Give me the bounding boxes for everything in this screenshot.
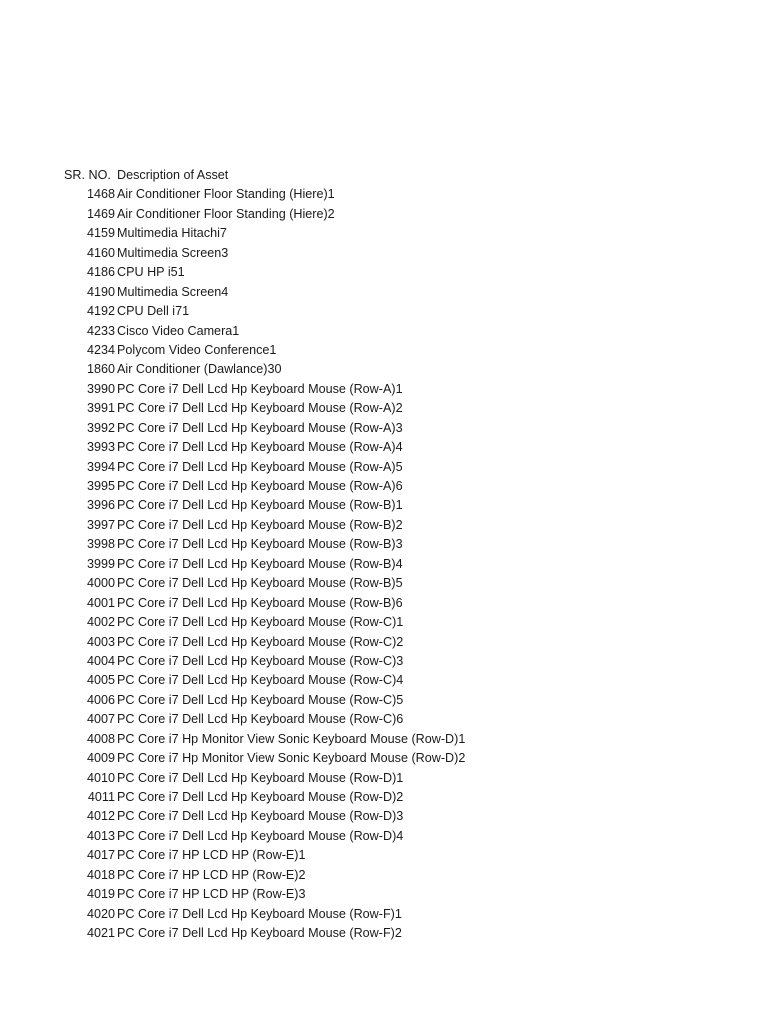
table-row xyxy=(0,185,768,204)
table-row xyxy=(0,652,768,671)
sr-no-cell: 4190 xyxy=(86,284,115,299)
description-cell: Cisco Video Camera1 xyxy=(117,323,240,338)
sr-no-cell: 4010 xyxy=(86,770,115,785)
table-row xyxy=(0,205,768,224)
description-cell: Multimedia Screen4 xyxy=(117,284,229,299)
sr-no-cell: 4234 xyxy=(86,342,115,357)
description-cell: PC Core i7 Dell Lcd Hp Keyboard Mouse (Row-B)2 xyxy=(117,517,403,532)
description-cell: PC Core i7 HP LCD HP (Row-E)3 xyxy=(117,887,306,902)
table-row xyxy=(0,769,768,788)
description-cell: PC Core i7 Dell Lcd Hp Keyboard Mouse (Row-C)6 xyxy=(117,712,404,727)
sr-no-cell: 3990 xyxy=(86,381,115,396)
description-cell: PC Core i7 HP LCD HP (Row-E)1 xyxy=(117,848,306,863)
sr-no-cell: 4233 xyxy=(86,323,115,338)
table-row xyxy=(0,574,768,593)
table-row xyxy=(0,399,768,418)
sr-no-cell: 3997 xyxy=(86,517,115,532)
description-cell: PC Core i7 HP LCD HP (Row-E)2 xyxy=(117,867,306,882)
table-row xyxy=(0,788,768,807)
sr-no-cell: 1860 xyxy=(86,362,115,377)
table-row xyxy=(0,924,768,943)
sr-no-cell: 4018 xyxy=(86,867,115,882)
description-cell: Air Conditioner Floor Standing (Hiere)1 xyxy=(117,187,335,202)
sr-no-cell: 4186 xyxy=(86,265,115,280)
table-row xyxy=(0,477,768,496)
description-cell: Air Conditioner Floor Standing (Hiere)2 xyxy=(117,206,335,221)
description-cell: PC Core i7 Dell Lcd Hp Keyboard Mouse (Row-D)3 xyxy=(117,809,404,824)
table-row xyxy=(0,594,768,613)
sr-no-cell: 3996 xyxy=(86,498,115,513)
description-cell: PC Core i7 Dell Lcd Hp Keyboard Mouse (Row-C)4 xyxy=(117,673,404,688)
table-row xyxy=(0,322,768,341)
sr-no-cell: 4021 xyxy=(86,926,115,941)
description-cell: PC Core i7 Dell Lcd Hp Keyboard Mouse (Row-A)6 xyxy=(117,479,403,493)
sr-no-cell: 4005 xyxy=(86,673,115,688)
description-cell: PC Core i7 Dell Lcd Hp Keyboard Mouse (Row-B)1 xyxy=(117,498,403,513)
description-cell: PC Core i7 Dell Lcd Hp Keyboard Mouse (Row-C)5 xyxy=(117,692,404,707)
table-row xyxy=(0,749,768,768)
sr-no-cell: 3995 xyxy=(86,479,115,493)
sr-no-cell: 3993 xyxy=(86,440,115,455)
table-row xyxy=(0,496,768,515)
sr-no-cell: 4000 xyxy=(86,576,115,591)
table-row xyxy=(0,691,768,710)
table-body xyxy=(0,185,768,943)
table-row xyxy=(0,555,768,574)
table-row xyxy=(0,633,768,652)
sr-no-cell: 4002 xyxy=(86,615,115,630)
sr-no-cell: 1468 xyxy=(86,187,115,202)
description-cell: CPU Dell i71 xyxy=(117,304,190,319)
description-cell: PC Core i7 Hp Monitor View Sonic Keyboard Mouse (Row-D)1 xyxy=(117,731,466,746)
description-cell: PC Core i7 Dell Lcd Hp Keyboard Mouse (Row-B)4 xyxy=(117,556,403,571)
table-row xyxy=(0,866,768,885)
sr-no-cell: 3999 xyxy=(86,556,115,571)
table-row xyxy=(0,458,768,477)
description-cell: PC Core i7 Dell Lcd Hp Keyboard Mouse (Row-B)5 xyxy=(117,576,403,591)
description-cell: PC Core i7 Dell Lcd Hp Keyboard Mouse (Row-C)3 xyxy=(117,653,404,668)
description-cell: PC Core i7 Dell Lcd Hp Keyboard Mouse (Row-A)1 xyxy=(117,381,403,396)
table-row xyxy=(0,283,768,302)
table-row xyxy=(0,885,768,904)
description-cell: PC Core i7 Dell Lcd Hp Keyboard Mouse (Row-A)2 xyxy=(117,401,403,416)
header-description: Description of Asset xyxy=(117,168,229,182)
description-cell: PC Core i7 Dell Lcd Hp Keyboard Mouse (Row-C)1 xyxy=(117,615,404,630)
sr-no-cell: 4159 xyxy=(86,226,115,241)
table-row xyxy=(0,380,768,399)
description-cell: CPU HP i51 xyxy=(117,265,185,280)
table-row xyxy=(0,535,768,554)
table-row xyxy=(0,302,768,321)
description-cell: PC Core i7 Dell Lcd Hp Keyboard Mouse (Row-A)3 xyxy=(117,420,403,435)
table-row xyxy=(0,613,768,632)
sr-no-cell: 4013 xyxy=(86,828,115,843)
description-cell: Air Conditioner (Dawlance)30 xyxy=(117,362,282,377)
sr-no-cell: 4007 xyxy=(86,712,115,727)
table-header-row xyxy=(0,166,768,185)
sr-no-cell: 4020 xyxy=(86,906,115,921)
description-cell: PC Core i7 Dell Lcd Hp Keyboard Mouse (Row-C)2 xyxy=(117,634,404,649)
description-cell: PC Core i7 Dell Lcd Hp Keyboard Mouse (Row-D)4 xyxy=(117,828,404,843)
sr-no-cell: 3991 xyxy=(86,401,115,416)
description-cell: PC Core i7 Dell Lcd Hp Keyboard Mouse (Row-D)2 xyxy=(117,790,404,804)
table-row xyxy=(0,516,768,535)
table-row xyxy=(0,419,768,438)
table-row xyxy=(0,263,768,282)
table-row xyxy=(0,905,768,924)
table-row xyxy=(0,671,768,690)
table-row xyxy=(0,710,768,729)
sr-no-cell: 4001 xyxy=(86,595,115,610)
sr-no-cell: 3992 xyxy=(86,420,115,435)
table-row xyxy=(0,438,768,457)
table-row xyxy=(0,827,768,846)
sr-no-cell: 4019 xyxy=(86,887,115,902)
description-cell: PC Core i7 Dell Lcd Hp Keyboard Mouse (Row-D)1 xyxy=(117,770,404,785)
sr-no-cell: 4017 xyxy=(86,848,115,863)
table-row xyxy=(0,730,768,749)
sr-no-cell: 4008 xyxy=(86,731,115,746)
table-row xyxy=(0,846,768,865)
description-cell: PC Core i7 Dell Lcd Hp Keyboard Mouse (Row-F)2 xyxy=(117,926,402,941)
sr-no-cell: 3998 xyxy=(86,537,115,552)
description-cell: PC Core i7 Dell Lcd Hp Keyboard Mouse (Row-F)1 xyxy=(117,906,402,921)
sr-no-cell: 1469 xyxy=(86,206,115,221)
sr-no-cell: 4160 xyxy=(86,245,115,260)
table-row xyxy=(0,360,768,379)
sr-no-cell: 4003 xyxy=(86,634,115,649)
description-cell: PC Core i7 Dell Lcd Hp Keyboard Mouse (Row-A)5 xyxy=(117,459,403,474)
table-row xyxy=(0,224,768,243)
description-cell: PC Core i7 Dell Lcd Hp Keyboard Mouse (Row-A)4 xyxy=(117,440,403,455)
sr-no-cell: 4004 xyxy=(86,653,115,668)
description-cell: PC Core i7 Dell Lcd Hp Keyboard Mouse (Row-B)3 xyxy=(117,537,403,552)
sr-no-cell: 4009 xyxy=(86,751,115,766)
sr-no-cell: 4011 xyxy=(87,790,115,804)
header-sr-no: SR. NO. xyxy=(64,168,111,182)
description-cell: Multimedia Screen3 xyxy=(117,245,229,260)
asset-sheet xyxy=(0,166,768,944)
description-cell: Polycom Video Conference1 xyxy=(117,342,277,357)
sr-no-cell: 4192 xyxy=(86,304,115,319)
table-row xyxy=(0,341,768,360)
sr-no-cell: 3994 xyxy=(86,459,115,474)
table-row xyxy=(0,244,768,263)
table-row xyxy=(0,807,768,826)
description-cell: Multimedia Hitachi7 xyxy=(117,226,227,241)
description-cell: PC Core i7 Dell Lcd Hp Keyboard Mouse (Row-B)6 xyxy=(117,595,403,610)
description-cell: PC Core i7 Hp Monitor View Sonic Keyboard Mouse (Row-D)2 xyxy=(117,751,466,766)
sr-no-cell: 4006 xyxy=(86,692,115,707)
sr-no-cell: 4012 xyxy=(86,809,115,824)
